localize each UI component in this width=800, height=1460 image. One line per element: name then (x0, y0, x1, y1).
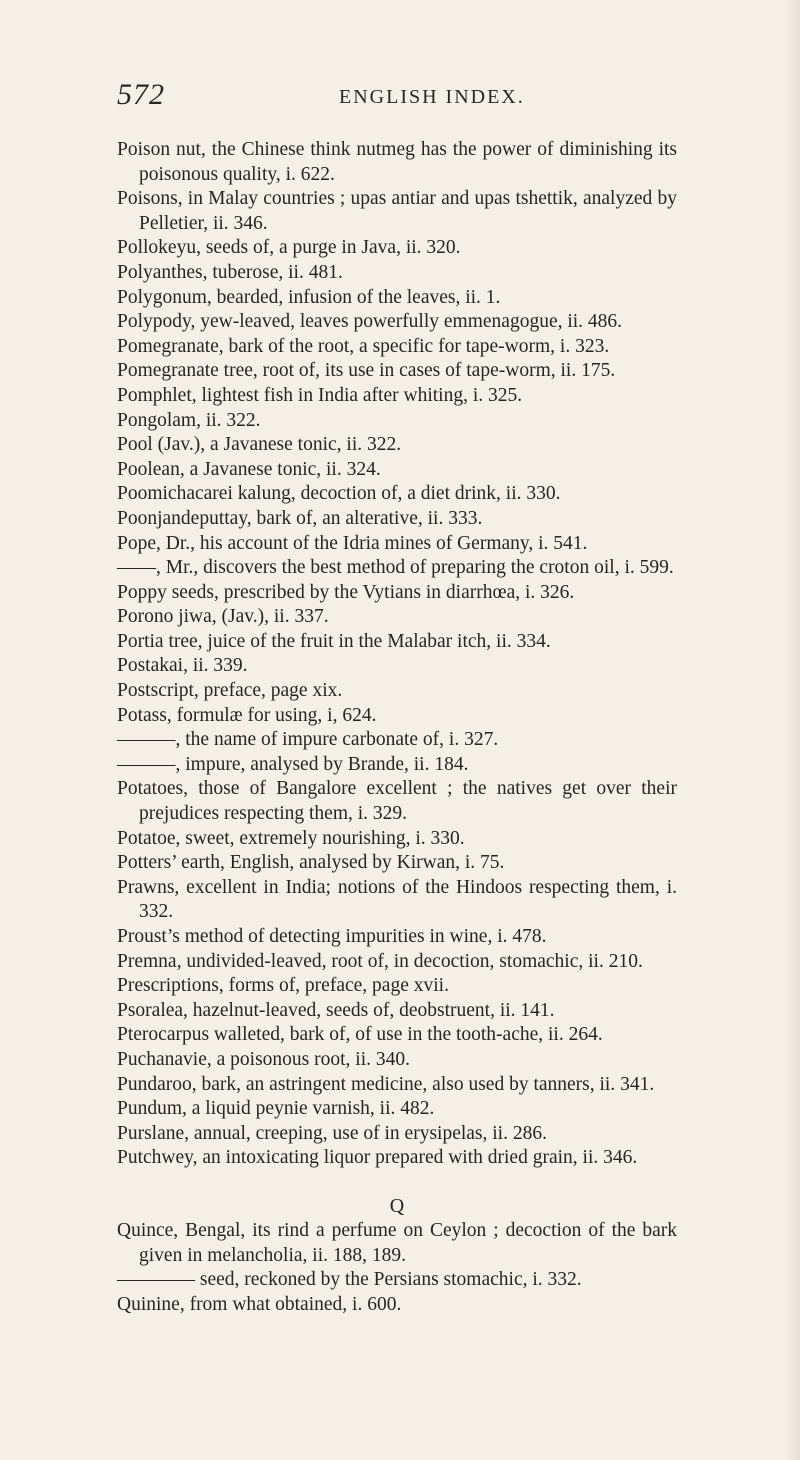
index-entry: Postscript, preface, page xix. (117, 680, 343, 702)
page-edge-shadow (786, 0, 800, 1460)
index-entry: Poppy seeds, prescribed by the Vytians in diarrhœa, i. 326. (117, 581, 575, 603)
index-entry: Pundaroo, bark, an astringent medicine, also used by tanners, ii. 341. (117, 1073, 655, 1095)
index-entry: Pope, Dr., his account of the Idria mines of Germany, i. 541. (117, 532, 588, 554)
index-entry: Premna, undivided-leaved, root of, in decoction, stomachic, ii. 210. (117, 950, 643, 972)
index-entry: Quinine, from what obtained, i. 600. (117, 1293, 402, 1315)
index-entry: Pundum, a liquid peynie varnish, ii. 482. (117, 1098, 435, 1120)
index-entry: Purslane, annual, creeping, use of in erysipelas, ii. 286. (117, 1122, 547, 1144)
index-entry: Pterocarpus walleted, bark of, of use in the tooth-ache, ii. 264. (117, 1024, 603, 1046)
index-entry: Potass, formulæ for using, i, 624. (117, 704, 377, 726)
index-entry: Porono jiwa, (Jav.), ii. 337. (117, 606, 329, 628)
index-entry: Potatoes, those of Bangalore excellent ; the natives get over their prejudices respecting them, i. 329. (117, 778, 677, 825)
index-entry: Pomegranate, bark of the root, a specific for tape-worm, i. 323. (117, 335, 610, 357)
page-number: 572 (117, 78, 165, 111)
index-entry: ———, the name of impure carbonate of, i. 327. (117, 729, 499, 751)
index-entry: Pongolam, ii. 322. (117, 409, 261, 431)
running-head: ENGLISH INDEX. (339, 86, 525, 108)
index-entry: Puchanavie, a poisonous root, ii. 340. (117, 1048, 411, 1070)
index-entry: Poomichacarei kalung, decoction of, a diet drink, ii. 330. (117, 483, 561, 505)
index-entry: Quince, Bengal, its rind a perfume on Ceylon ; decoction of the bark given in melancholia, ii. 188, 189. (117, 1219, 677, 1266)
index-entry: Polygonum, bearded, infusion of the leaves, ii. 1. (117, 286, 501, 308)
index-entry: Poison nut, the Chinese think nutmeg has the power of diminishing its poisonous quality, i. 622. (117, 139, 677, 185)
index-entry: Potters’ earth, English, analysed by Kirwan, i. 75. (117, 852, 505, 874)
index-entry: Pomegranate tree, root of, its use in cases of tape-worm, ii. 175. (117, 360, 616, 382)
index-entry: ———, impure, analysed by Brande, ii. 184. (117, 753, 469, 775)
index-entry: Pool (Jav.), a Javanese tonic, ii. 322. (117, 434, 402, 456)
index-entry: Postakai, ii. 339. (117, 655, 248, 677)
index-entry: Portia tree, juice of the fruit in the Malabar itch, ii. 334. (117, 630, 551, 652)
index-entry: Polyanthes, tuberose, ii. 481. (117, 261, 343, 283)
index-entry: Polypody, yew-leaved, leaves powerfully emmenagogue, ii. 486. (117, 311, 623, 333)
index-entry: Psoralea, hazelnut-leaved, seeds of, deobstruent, ii. 141. (117, 999, 555, 1021)
index-entry: Poonjandeputtay, bark of, an alterative, ii. 333. (117, 507, 483, 529)
index-body (117, 138, 677, 1317)
index-entry: Potatoe, sweet, extremely nourishing, i. 330. (117, 827, 465, 849)
index-entry: ——, Mr., discovers the best method of preparing the croton oil, i. 599. (117, 557, 674, 579)
index-entry: Proust’s method of detecting impurities in wine, i. 478. (117, 926, 547, 947)
index-entry: Pomphlet, lightest fish in India after whiting, i. 325. (117, 384, 523, 406)
index-entry: Poolean, a Javanese tonic, ii. 324. (117, 458, 381, 480)
index-entry: Prescriptions, forms of, preface, page xvii. (117, 975, 449, 997)
page-header (117, 78, 677, 118)
index-entry: Prawns, excellent in India; notions of the Hindoos respecting them, i. 332. (117, 876, 677, 923)
index-entry: Pollokeyu, seeds of, a purge in Java, ii. 320. (117, 237, 461, 259)
index-entry: Putchwey, an intoxicating liquor prepared with dried grain, ii. 346. (117, 1147, 638, 1169)
index-entry: ———— seed, reckoned by the Persians stomachic, i. 332. (117, 1269, 582, 1291)
index-entry: Poisons, in Malay countries ; upas antiar and upas tshettik, analyzed by Pelletier, ii. 346. (117, 188, 677, 234)
section-letter-q: Q (389, 1194, 405, 1217)
